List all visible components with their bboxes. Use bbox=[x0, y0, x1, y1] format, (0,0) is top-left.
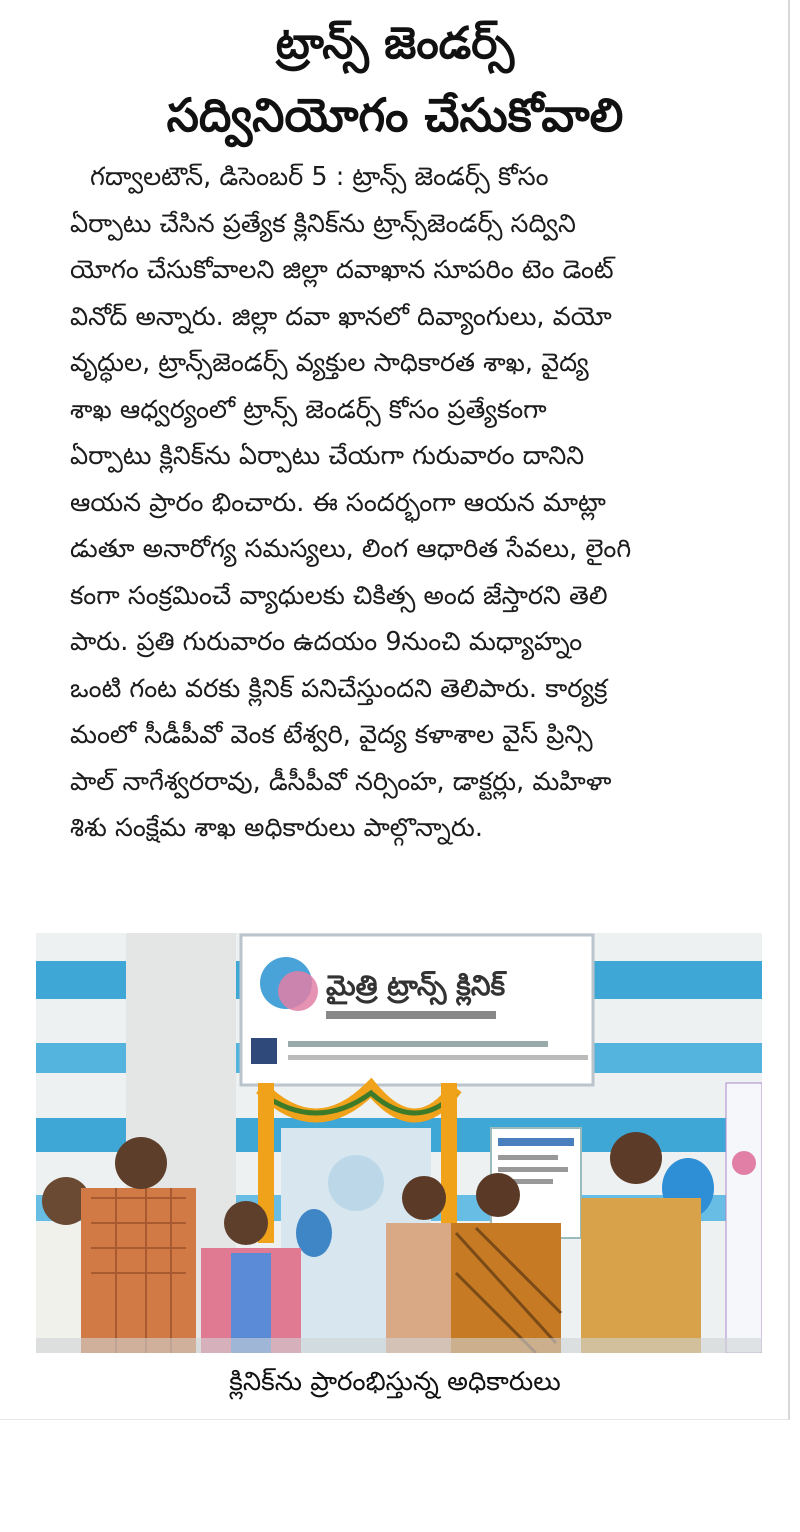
article-line: యోగం చేసుకోవాలని జిల్లా దవాఖాన సూపరిం టెం డెంట్ bbox=[70, 255, 614, 285]
article-line: ఒంటి గంట వరకు క్లినిక్ పనిచేస్తుందని తెలిపారు. కార్యక్ర bbox=[70, 673, 608, 704]
article-line: వృద్ధుల, ట్రాన్స్‌జెండర్స్ వ్యక్తుల సాధికారత శాఖ, వైద్య bbox=[70, 348, 589, 378]
article-line: ఏర్పాటు చేసిన ప్రత్యేక క్లినిక్‌ను ట్రాన్స్‌జెండర్స్ సద్విని bbox=[70, 208, 576, 239]
sign-title: మైత్రి ట్రాన్స్ క్లినిక్ bbox=[326, 969, 506, 1002]
article-line: వినోద్ అన్నారు. జిల్లా దవా ఖానలో దివ్యాంగులు, వయో bbox=[70, 301, 612, 332]
clinic-inauguration-photo bbox=[36, 933, 762, 1353]
blank-margin bbox=[0, 1420, 800, 1532]
article-line: శిశు సంక్షేమ శాఖ అధికారులు పాల్గొన్నారు. bbox=[70, 813, 483, 843]
article-body bbox=[70, 154, 770, 852]
photo-caption: క్లినిక్‌ను ప్రారంభిస్తున్న అధికారులు bbox=[229, 1367, 561, 1397]
article-line: మంలో సీడీపీవో వెంక టేశ్వరి, వైద్య కళాశాల వైస్ ప్రిన్సి bbox=[70, 720, 593, 750]
article-line: పారు. ప్రతి గురువారం ఉదయం 9నుంచి మధ్యాహ్నం bbox=[70, 627, 583, 657]
article-line: ఏర్పాటు క్లినిక్‌ను ఏర్పాటు చేయగా గురువారం దానిని bbox=[70, 441, 585, 471]
article-line: పాల్ నాగేశ్వరరావు, డీసీపీవో నర్సింహ, డాక్టర్లు, మహిళా bbox=[70, 766, 612, 797]
headline-line-2: సద్వినియోగం చేసుకోవాలి bbox=[166, 88, 624, 142]
article-line: ఆయన ప్రారం భించారు. ఈ సందర్భంగా ఆయన మాట్లా bbox=[70, 487, 606, 518]
article-line: శాఖ ఆధ్వర్యంలో ట్రాన్స్ జెండర్స్ కోసం ప్రత్యేకంగా bbox=[70, 394, 547, 425]
article-line: డుతూ అనారోగ్య సమస్యలు, లింగ ఆధారిత సేవలు, లైంగి bbox=[70, 534, 632, 564]
article-line: గద్వాలటౌన్, డిసెంబర్ 5 : ట్రాన్స్ జెండర్స్ కోసం bbox=[90, 162, 549, 192]
headline-line-1: ట్రాన్స్ జెండర్స్ bbox=[275, 18, 515, 69]
photo-illustration bbox=[36, 933, 762, 1353]
article-line: కంగా సంక్రమించే వ్యాధులకు చికిత్స అంద జేస్తారని తెలి bbox=[70, 580, 608, 611]
